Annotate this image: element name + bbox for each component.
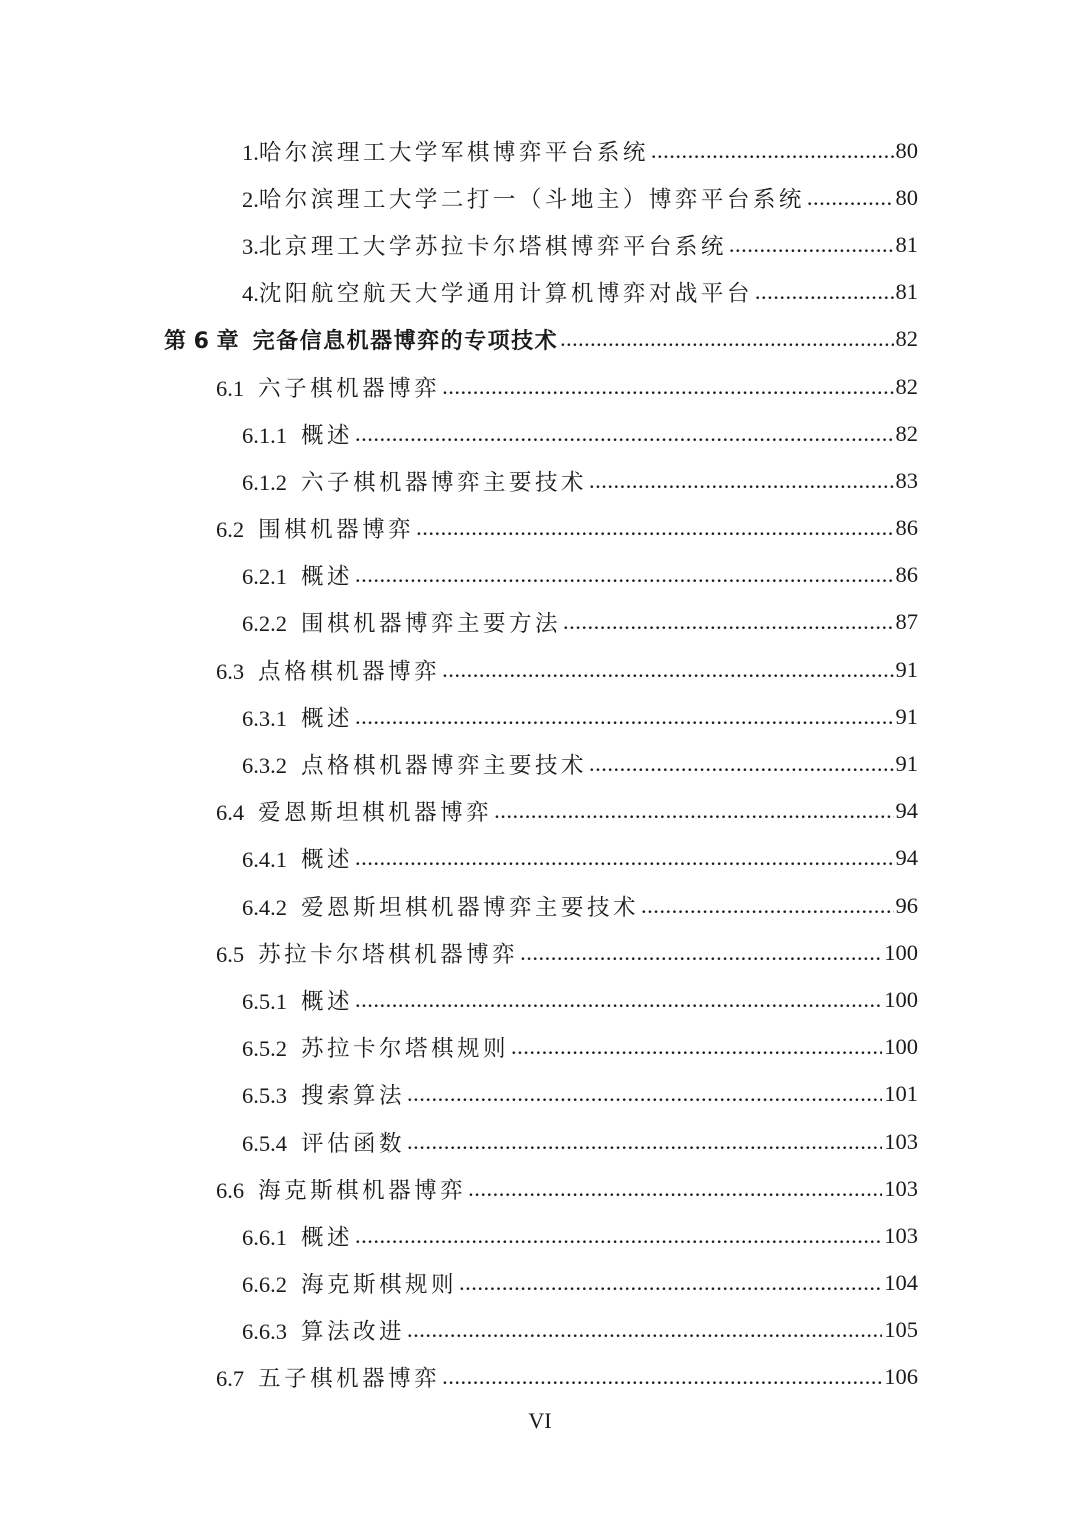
toc-entry-number: 6.6 (216, 1177, 245, 1203)
toc-entry-number: 6.6.3 (242, 1319, 287, 1345)
toc-dot-leader (520, 940, 882, 966)
toc-entry-title (216, 654, 440, 686)
toc-entry-text: 北京理工大学苏拉卡尔塔棋博弈平台系统 (258, 233, 727, 259)
toc-entry-title (216, 371, 440, 403)
toc-dot-leader (563, 609, 893, 635)
toc-entry-text: 完备信息机器博弈的专项技术 (252, 328, 559, 354)
toc-dot-leader (355, 845, 893, 871)
toc-entry-page: 103 (884, 1175, 918, 1201)
toc-entry-number: 1. (242, 139, 259, 165)
toc-entry (0, 410, 1080, 457)
toc-entry-title (216, 1173, 466, 1205)
toc-entry-number: 6.5.1 (242, 988, 287, 1014)
toc-entry-page: 104 (884, 1270, 918, 1296)
toc-entry-page: 100 (884, 986, 918, 1012)
toc-entry-text: 点格棋机器博弈主要技术 (301, 753, 588, 779)
toc-entry-number: 6.2 (216, 517, 245, 543)
toc-entry-number: 6.7 (216, 1366, 245, 1392)
toc-entry-text: 苏拉卡尔塔棋机器博弈 (258, 941, 519, 967)
toc-entry-number: 6.2.1 (242, 564, 287, 590)
toc-entry-title (242, 1078, 405, 1110)
toc-entry-text: 概述 (301, 988, 354, 1014)
toc-entry-number: 6.6.2 (242, 1272, 287, 1298)
toc-dot-leader (442, 374, 893, 400)
toc-entry-page: 80 (895, 184, 918, 210)
toc-dot-leader (807, 185, 894, 211)
toc-entry-page: 81 (895, 279, 918, 305)
toc-entry-title (242, 748, 587, 780)
toc-entry-title (242, 135, 649, 167)
toc-entry-number: 6.1.1 (242, 422, 287, 448)
toc-entry (0, 1118, 1080, 1165)
toc-entry-page: 91 (895, 656, 918, 682)
toc-entry-title (242, 1267, 457, 1299)
toc-entry-text: 搜索算法 (301, 1083, 406, 1109)
toc-entry-page: 86 (895, 515, 918, 541)
toc-entry-page: 103 (884, 1222, 918, 1248)
toc-entry-text: 评估函数 (301, 1130, 406, 1156)
toc-entry-number: 6.3 (216, 658, 245, 684)
toc-entry-page: 105 (884, 1317, 918, 1343)
toc-entry-title (242, 1314, 405, 1346)
toc-entry-page: 87 (895, 609, 918, 635)
toc-entry (0, 788, 1080, 835)
toc-entry-text: 六子棋机器博弈主要技术 (301, 469, 588, 495)
toc-entry-number: 6.3.2 (242, 753, 287, 779)
toc-entry (0, 599, 1080, 646)
toc-entry-title (242, 229, 727, 261)
toc-entry-text: 爱恩斯坦棋机器博弈 (258, 800, 493, 826)
toc-entry-title (242, 559, 353, 591)
toc-entry-number: 6.1.2 (242, 469, 287, 495)
toc-dot-leader (355, 1223, 882, 1249)
table-of-contents (0, 127, 1080, 1401)
toc-entry-text: 爱恩斯坦棋机器博弈主要技术 (301, 894, 640, 920)
toc-entry-number: 6.5.2 (242, 1036, 287, 1062)
toc-entry-page: 82 (895, 373, 918, 399)
toc-entry-title (164, 324, 558, 355)
toc-entry (0, 740, 1080, 787)
toc-entry-number: 6.2.2 (242, 611, 287, 637)
toc-dot-leader (651, 138, 894, 164)
toc-dot-leader (589, 468, 893, 494)
page-number: VI (528, 1408, 552, 1433)
toc-entry (0, 1071, 1080, 1118)
toc-entry-number: 6.4.1 (242, 847, 287, 873)
toc-entry-text: 点格棋机器博弈 (258, 658, 441, 684)
toc-entry-number: 6.5.4 (242, 1130, 287, 1156)
toc-entry-title (242, 1220, 353, 1252)
toc-dot-leader (355, 987, 882, 1013)
toc-entry (0, 882, 1080, 929)
toc-entry-title (242, 606, 561, 638)
toc-entry-title (216, 795, 492, 827)
toc-entry-text: 哈尔滨理工大学二打一（斗地主）博弈平台系统 (258, 186, 805, 212)
toc-entry (0, 1212, 1080, 1259)
toc-entry-page: 83 (895, 467, 918, 493)
toc-entry-page: 80 (895, 137, 918, 163)
toc-dot-leader (416, 515, 893, 541)
toc-entry-page: 100 (884, 939, 918, 965)
toc-entry-title (242, 418, 353, 450)
toc-dot-leader (560, 326, 893, 352)
toc-entry-title (242, 1126, 405, 1158)
toc-entry (0, 174, 1080, 221)
toc-entry-page: 86 (895, 562, 918, 588)
toc-dot-leader (355, 704, 893, 730)
toc-entry-text: 概述 (301, 1224, 354, 1250)
toc-entry-page: 94 (895, 845, 918, 871)
toc-entry-title (242, 890, 639, 922)
toc-entry-title (242, 842, 353, 874)
toc-entry-number: 6.1 (216, 375, 245, 401)
toc-entry-text: 概述 (301, 422, 354, 448)
toc-entry-page: 103 (884, 1128, 918, 1154)
toc-dot-leader (494, 798, 893, 824)
toc-dot-leader (755, 279, 894, 305)
toc-entry-title (242, 276, 753, 308)
toc-dot-leader (442, 1364, 882, 1390)
toc-entry (0, 1354, 1080, 1401)
toc-entry-title (242, 465, 587, 497)
toc-entry-title (242, 182, 805, 214)
toc-chapter-entry (0, 316, 1080, 363)
toc-entry-number: 3. (242, 233, 259, 259)
toc-entry-title (242, 1031, 509, 1063)
toc-entry-page: 94 (895, 798, 918, 824)
toc-entry-page: 82 (895, 420, 918, 446)
toc-entry (0, 1165, 1080, 1212)
toc-entry-text: 海克斯棋机器博弈 (258, 1177, 467, 1203)
toc-dot-leader (589, 751, 893, 777)
toc-entry (0, 221, 1080, 268)
toc-entry-title (242, 701, 353, 733)
toc-entry-text: 哈尔滨理工大学军棋博弈平台系统 (258, 139, 649, 165)
toc-entry-number: 第 6 章 (164, 328, 239, 354)
toc-entry-text: 概述 (301, 705, 354, 731)
toc-dot-leader (511, 1034, 882, 1060)
toc-entry (0, 127, 1080, 174)
toc-dot-leader (442, 657, 893, 683)
toc-entry-number: 6.5.3 (242, 1083, 287, 1109)
toc-entry-title (216, 1361, 440, 1393)
toc-dot-leader (407, 1129, 882, 1155)
toc-entry-text: 围棋机器博弈 (258, 517, 415, 543)
toc-entry-text: 苏拉卡尔塔棋规则 (301, 1036, 510, 1062)
toc-entry (0, 929, 1080, 976)
toc-entry-number: 6.4 (216, 800, 245, 826)
toc-entry-title (216, 512, 414, 544)
toc-entry-text: 五子棋机器博弈 (258, 1366, 441, 1392)
toc-entry (0, 835, 1080, 882)
toc-entry-text: 六子棋机器博弈 (258, 375, 441, 401)
toc-dot-leader (729, 232, 894, 258)
toc-entry-text: 算法改进 (301, 1319, 406, 1345)
toc-entry (0, 552, 1080, 599)
toc-dot-leader (407, 1317, 882, 1343)
toc-entry (0, 646, 1080, 693)
toc-entry-page: 81 (895, 231, 918, 257)
toc-entry-page: 101 (884, 1081, 918, 1107)
toc-entry (0, 1024, 1080, 1071)
toc-dot-leader (355, 562, 893, 588)
toc-entry-text: 概述 (301, 847, 354, 873)
toc-dot-leader (355, 421, 893, 447)
toc-entry-page: 100 (884, 1034, 918, 1060)
toc-entry-text: 海克斯棋规则 (301, 1272, 458, 1298)
toc-dot-leader (459, 1270, 882, 1296)
toc-dot-leader (641, 893, 893, 919)
toc-entry-page: 82 (895, 326, 918, 352)
toc-entry (0, 693, 1080, 740)
toc-entry (0, 457, 1080, 504)
toc-entry-number: 6.4.2 (242, 894, 287, 920)
toc-entry (0, 363, 1080, 410)
toc-entry-page: 91 (895, 751, 918, 777)
toc-entry-number: 6.6.1 (242, 1224, 287, 1250)
toc-entry-page: 106 (884, 1364, 918, 1390)
toc-entry-title (216, 937, 518, 969)
toc-entry-number: 6.3.1 (242, 705, 287, 731)
toc-entry (0, 269, 1080, 316)
toc-entry-number: 6.5 (216, 941, 245, 967)
toc-entry-number: 2. (242, 186, 259, 212)
toc-dot-leader (407, 1081, 882, 1107)
toc-entry-title (242, 984, 353, 1016)
toc-entry (0, 505, 1080, 552)
toc-entry-text: 概述 (301, 564, 354, 590)
toc-entry (0, 1307, 1080, 1354)
toc-entry-page: 91 (895, 703, 918, 729)
toc-entry (0, 1260, 1080, 1307)
toc-entry-page: 96 (895, 892, 918, 918)
toc-dot-leader (468, 1176, 882, 1202)
toc-entry-text: 围棋机器博弈主要方法 (301, 611, 562, 637)
toc-entry-number: 4. (242, 281, 259, 307)
toc-entry (0, 976, 1080, 1023)
toc-entry-text: 沈阳航空航天大学通用计算机博弈对战平台 (258, 281, 753, 307)
